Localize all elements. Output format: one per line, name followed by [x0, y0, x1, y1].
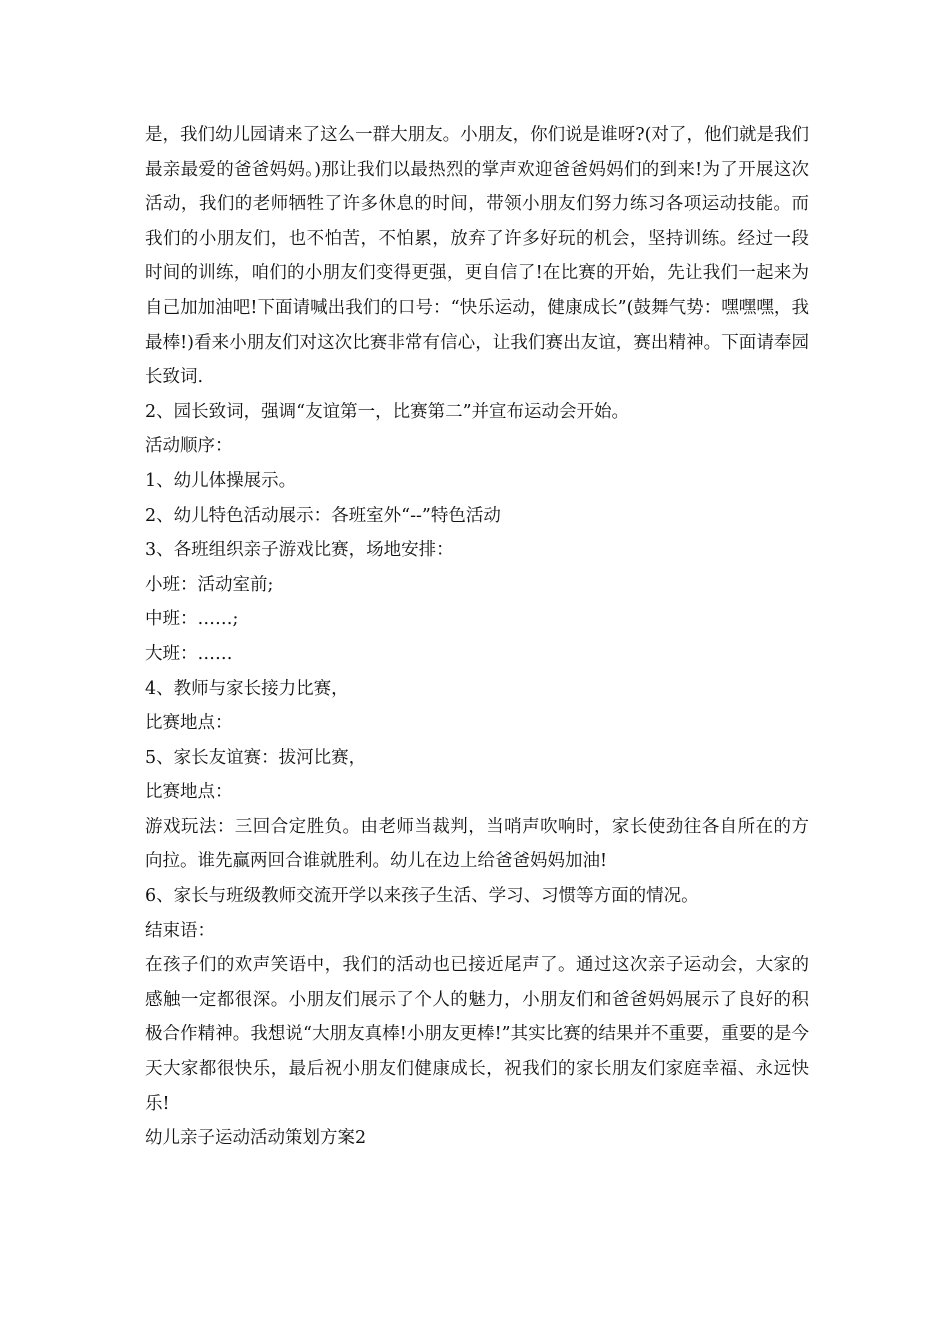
heading-activity-order: 活动顺序： — [145, 436, 233, 457]
venue-big-class: 大班：…… — [145, 643, 233, 664]
list-item-parent-teacher-exchange: 6、家长与班级教师交流开学以来孩子生活、学习、习惯等方面的情况。 — [145, 886, 699, 907]
venue-small-class: 小班：活动室前; — [145, 574, 274, 595]
venue-middle-class: 中班：……; — [145, 609, 239, 630]
paragraph-principal-speech: 2、园长致词，强调“友谊第一，比赛第二”并宣布运动会开始。 — [145, 401, 630, 422]
section-title-plan-2: 幼儿亲子运动活动策划方案2 — [145, 1128, 367, 1149]
paragraph-opening-speech: 是，我们幼儿园请来了这么一群大朋友。小朋友，你们说是谁呀?(对了，他们就是我们最亲最爱的爸爸妈妈。)那让我们以最热烈的掌声欢迎爸爸妈妈们的到来!为了开展这次活动，我们的老师牺牲了许多休息的时间，带领小朋友们努力练习各项运动技能。而我们的小朋友们，也不怕苦，不怕累，放弃了许多好玩的机会，坚持训练。经过一段时间的训练，咱们的小朋友们变得更强，更自信了!在比赛的开始，先让我们一起来为自己加加油吧!下面请喊出我们的口号：“快乐运动，健康成长”(鼓舞气势：嘿嘿嘿，我最棒!)看来小朋友们对这次比赛非常有信心，让我们赛出友谊，赛出精神。下面请奉园长致词. — [145, 125, 809, 388]
relay-venue-label: 比赛地点： — [145, 713, 233, 734]
paragraph-game-rules: 游戏玩法：三回合定胜负。由老师当裁判，当哨声吹响时，家长使劲往各自所在的方向拉。谁先赢两回合谁就胜利。幼儿在边上给爸爸妈妈加油! — [145, 816, 809, 872]
list-item-special-activities: 2、幼儿特色活动展示：各班室外“--”特色活动 — [145, 505, 501, 526]
tug-of-war-venue-label: 比赛地点： — [145, 782, 233, 803]
list-item-gymnastics: 1、幼儿体操展示。 — [145, 470, 297, 491]
list-item-parent-child-games: 3、各班组织亲子游戏比赛，场地安排： — [145, 540, 454, 561]
list-item-tug-of-war: 5、家长友谊赛：拔河比赛， — [145, 747, 367, 768]
list-item-relay-race: 4、教师与家长接力比赛， — [145, 678, 349, 699]
paragraph-closing-remarks: 在孩子们的欢声笑语中，我们的活动也已接近尾声了。通过这次亲子运动会，大家的感触一定都很深。小朋友们展示了个人的魅力，小朋友们和爸爸妈妈展示了良好的积极合作精神。我想说“大朋友真棒!小朋友更棒!”其实比赛的结果并不重要，重要的是今天大家都很快乐，最后祝小朋友们健康成长，祝我们的家长朋友们家庭幸福、永远快乐! — [145, 955, 809, 1114]
document-body — [145, 118, 809, 1156]
heading-closing-remarks: 结束语： — [145, 920, 215, 941]
